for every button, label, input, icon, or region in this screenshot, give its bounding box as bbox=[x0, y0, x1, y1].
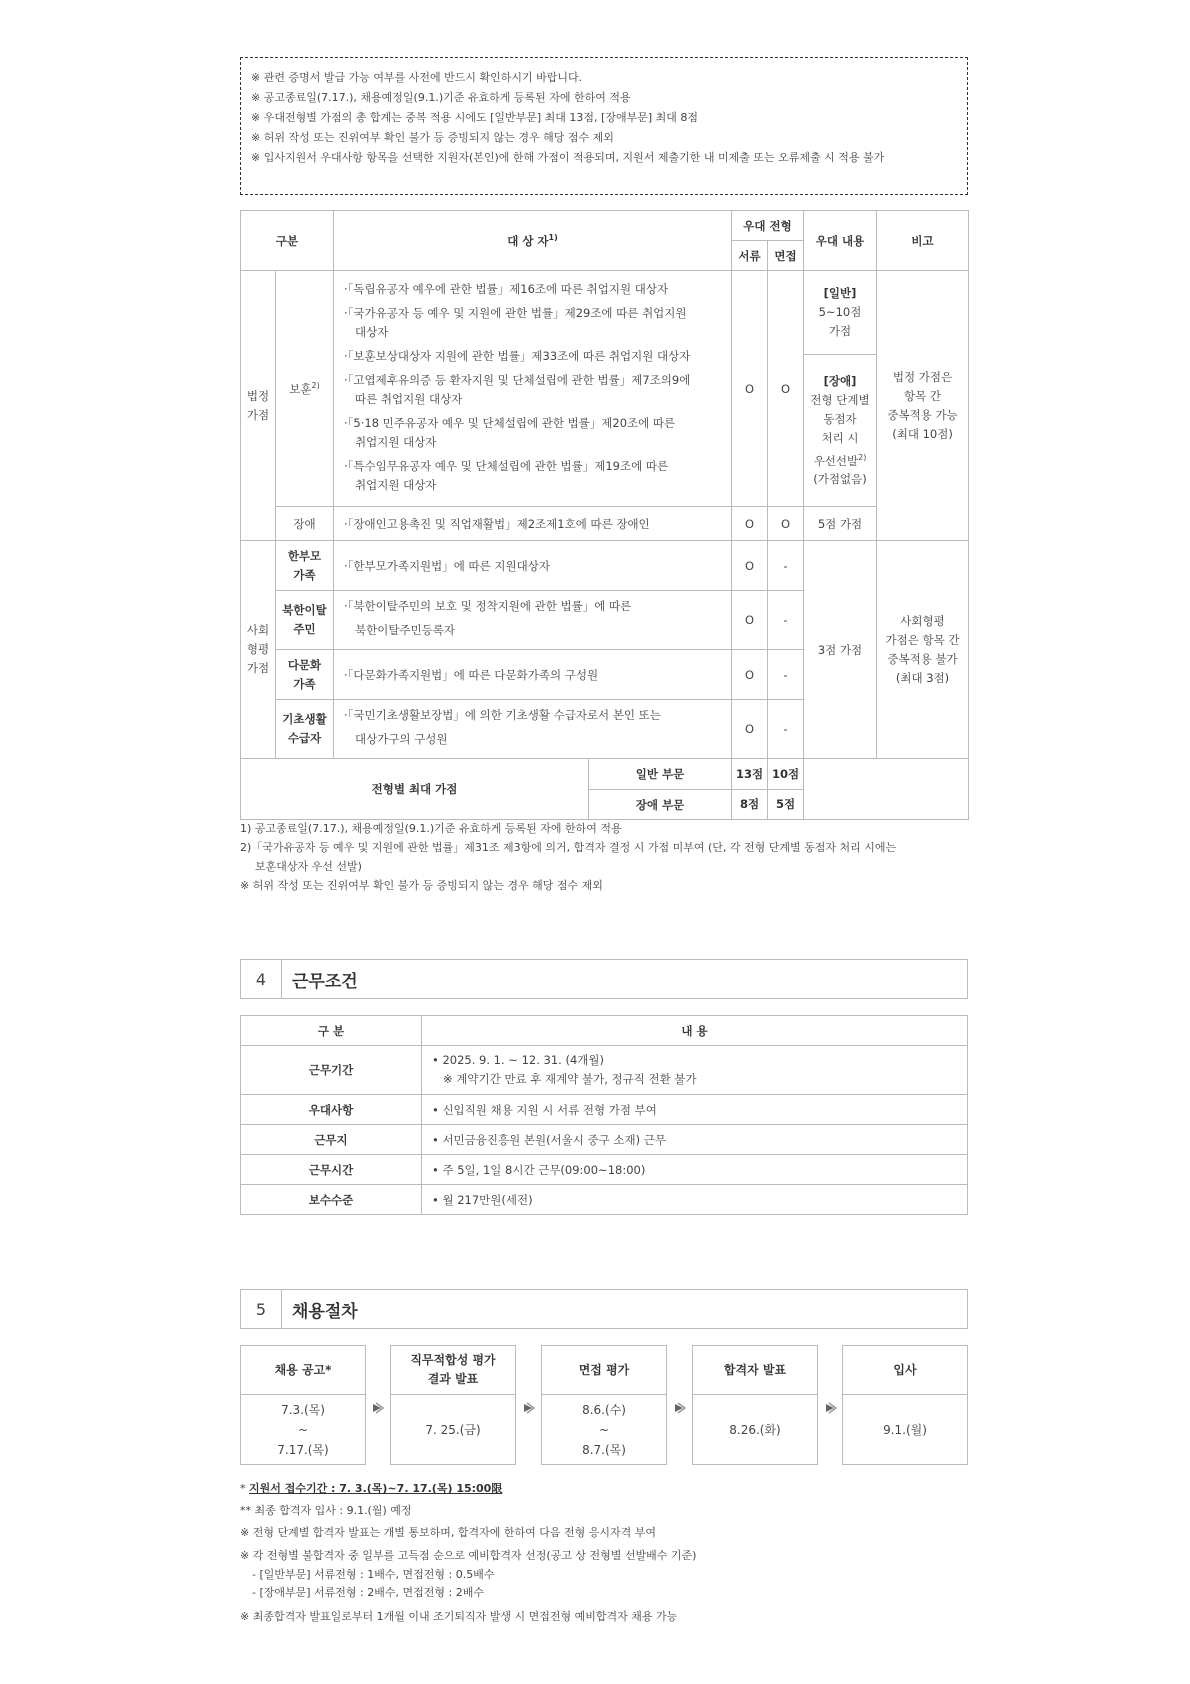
disability-item: ·「장애인고용촉진 및 직업재활법」제2조제1호에 따른 장애인 bbox=[334, 507, 732, 541]
preference-table bbox=[240, 210, 968, 820]
header-interview: 면접 bbox=[768, 241, 804, 271]
row-label: 우대사항 bbox=[241, 1095, 422, 1125]
disability-interview: O bbox=[768, 507, 804, 541]
step-date: 9.1.(월) bbox=[883, 1423, 927, 1437]
row-value: • 주 5일, 1일 8시간 근무(09:00~18:00) bbox=[422, 1155, 968, 1185]
social-doc: O bbox=[732, 650, 768, 700]
max-general-doc: 13점 bbox=[732, 759, 768, 790]
note-line: 보훈대상자 우선 선발) bbox=[255, 860, 362, 873]
step-date: 7. 25.(금) bbox=[425, 1423, 481, 1437]
social-note: 사회형평 가점은 항목 간 중복적용 불가 (최대 3점) bbox=[877, 541, 969, 759]
notice-line: ※ 관련 증명서 발급 가능 여부를 사전에 반드시 확인하시기 바랍니다. bbox=[251, 71, 583, 84]
section-number: 4 bbox=[241, 960, 282, 998]
process-notes bbox=[240, 1478, 980, 1628]
arrow-right-icon bbox=[371, 1401, 385, 1415]
list-item: ·「독립유공자 예우에 관한 법률」제16조에 따른 취업지원 대상자 bbox=[344, 281, 669, 296]
header-category: 구분 bbox=[241, 211, 334, 271]
legal-note: 법정 가점은 항목 간 중복적용 가능 (최대 10점) bbox=[877, 271, 969, 541]
social-interview: - bbox=[768, 650, 804, 700]
row-value: • 2025. 9. 1. ~ 12. 31. (4개월) ※ 계약기간 만료 후 재계약 불가, 정규직 전환 불가 bbox=[422, 1046, 968, 1095]
veteran-items bbox=[334, 271, 732, 507]
header-pref-type: 우대 전형 bbox=[732, 211, 804, 241]
list-item: ·「국가유공자 등 예우 및 지원에 관한 법률」제29조에 따른 취업지원 대상자 bbox=[344, 305, 687, 339]
max-general-int: 10점 bbox=[768, 759, 804, 790]
list-item: ·「보훈보상대상자 지원에 관한 법률」제33조에 따른 취업지원 대상자 bbox=[344, 348, 691, 363]
social-bonus-label: 사회 형평 가점 bbox=[241, 541, 276, 759]
process-step bbox=[842, 1345, 968, 1465]
social-doc: O bbox=[732, 591, 768, 650]
social-item: ·「북한이탈주민의 보호 및 정착지원에 관한 법률」에 따른 북한이탈주민등록자 bbox=[334, 591, 732, 650]
step-date: 8.6.(수) ~ 8.7.(목) bbox=[582, 1403, 626, 1457]
arrow-right-icon bbox=[522, 1401, 536, 1415]
step-date: 7.3.(목) ~ 7.17.(목) bbox=[277, 1403, 329, 1457]
step-date: 8.26.(화) bbox=[729, 1423, 781, 1437]
note-line: ※ 허위 작성 또는 진위여부 확인 불가 등 증빙되지 않는 경우 해당 점수 제외 bbox=[240, 879, 603, 892]
row-label: 근무시간 bbox=[241, 1155, 422, 1185]
arrow-right-icon bbox=[673, 1401, 687, 1415]
step-title: 직무적합성 평가 결과 발표 bbox=[391, 1346, 515, 1395]
social-doc: O bbox=[732, 700, 768, 759]
step-title: 채용 공고* bbox=[241, 1346, 365, 1395]
header-note: 비고 bbox=[877, 211, 969, 271]
veteran-interview: O bbox=[768, 271, 804, 507]
social-doc: O bbox=[732, 541, 768, 591]
header-category: 구 분 bbox=[241, 1016, 422, 1046]
row-value: • 신입직원 채용 지원 시 서류 전형 가점 부여 bbox=[422, 1095, 968, 1125]
social-category: 북한이탈 주민 bbox=[276, 591, 334, 650]
disabled-content: [장애] 전형 단계별 동점자 처리 시 우선선발$^{2)}$ (가점없음) bbox=[804, 355, 877, 507]
general-content: [일반] 5~10점 가점 bbox=[804, 271, 877, 355]
disability-content: 5점 가점 bbox=[804, 507, 877, 541]
social-interview: - bbox=[768, 541, 804, 591]
section-4-header bbox=[240, 959, 968, 999]
max-disabled-int: 5점 bbox=[768, 789, 804, 820]
row-label: 보수수준 bbox=[241, 1185, 422, 1215]
apply-period: 지원서 접수기간 : 7. 3.(목)~7. 17.(목) 15:00限 bbox=[249, 1482, 503, 1495]
list-item: ·「5·18 민주유공자 예우 및 단체설립에 관한 법률」제20조에 따른 취업지원 대상자 bbox=[344, 415, 676, 449]
note-line: - [장애부문] 서류전형 : 2배수, 면접전형 : 2배수 bbox=[252, 1586, 484, 1599]
social-item: ·「한부모가족지원법」에 따른 지원대상자 bbox=[334, 541, 732, 591]
notice-box bbox=[240, 57, 968, 195]
process-step bbox=[692, 1345, 818, 1465]
process-step bbox=[541, 1345, 667, 1465]
social-item: ·「국민기초생활보장법」에 의한 기초생활 수급자로서 본인 또는 대상가구의 구성원 bbox=[334, 700, 732, 759]
row-value: • 월 217만원(세전) bbox=[422, 1185, 968, 1215]
max-bonus-label: 전형별 최대 가점 bbox=[241, 759, 589, 819]
notice-line: ※ 우대전형별 가점의 총 합계는 중복 적용 시에도 [일반부문] 최대 13점, [장애부문] 최대 8점 bbox=[251, 111, 698, 124]
note-line: - [일반부문] 서류전형 : 1배수, 면접전형 : 0.5배수 bbox=[252, 1568, 495, 1581]
header-target: 대 상 자$^{1)}$ bbox=[334, 211, 732, 271]
veteran-label: 보훈$^{2)}$ bbox=[276, 271, 334, 507]
header-content: 내 용 bbox=[422, 1016, 968, 1046]
note-line: ※ 각 전형별 불합격자 중 일부를 고득점 순으로 예비합격자 선정(공고 상 전형별 선발배수 기준) bbox=[240, 1549, 697, 1562]
process-flow bbox=[240, 1345, 968, 1465]
social-content: 3점 가점 bbox=[804, 541, 877, 759]
preference-notes bbox=[240, 819, 980, 895]
note-line: 1) 공고종료일(7.17.), 채용예정일(9.1.)기준 유효하게 등록된 자에 한하여 적용 bbox=[240, 822, 622, 835]
section-title: 채용절차 bbox=[292, 1301, 358, 1322]
social-item: ·「다문화가족지원법」에 따른 다문화가족의 구성원 bbox=[334, 650, 732, 700]
max-disabled-label: 장애 부문 bbox=[635, 797, 685, 812]
max-disabled-doc: 8점 bbox=[732, 789, 768, 820]
section-number: 5 bbox=[241, 1290, 282, 1328]
social-category: 한부모 가족 bbox=[276, 541, 334, 591]
social-interview: - bbox=[768, 700, 804, 759]
max-empty-cell bbox=[804, 759, 969, 820]
social-interview: - bbox=[768, 591, 804, 650]
notice-line: ※ 입사지원서 우대사항 항목을 선택한 지원자(본인)에 한해 가점이 적용되며, 지원서 제출기한 내 미제출 또는 오류제출 시 적용 불가 bbox=[251, 151, 885, 164]
step-title: 면접 평가 bbox=[542, 1346, 666, 1395]
legal-bonus-label: 법정 가점 bbox=[241, 271, 276, 541]
veteran-doc: O bbox=[732, 271, 768, 507]
disability-label: 장애 bbox=[276, 507, 334, 541]
max-general-label: 일반 부문 bbox=[589, 759, 731, 790]
notice-line: ※ 공고종료일(7.17.), 채용예정일(9.1.)기준 유효하게 등록된 자에 한하여 적용 bbox=[251, 91, 631, 104]
max-bonus-cell bbox=[241, 759, 732, 820]
row-label: 근무지 bbox=[241, 1125, 422, 1155]
social-category: 다문화 가족 bbox=[276, 650, 334, 700]
note-line: 2)「국가유공자 등 예우 및 지원에 관한 법률」제31조 제3항에 의거, 합격자 결정 시 가점 미부여 (단, 각 전형 단계별 동점자 처리 시에는 bbox=[240, 841, 897, 854]
notice-line: ※ 허위 작성 또는 진위여부 확인 불가 등 증빙되지 않는 경우 해당 점수 제외 bbox=[251, 131, 614, 144]
note-line: ** 최종 합격자 입사 : 9.1.(월) 예정 bbox=[240, 1504, 412, 1517]
step-title: 합격자 발표 bbox=[693, 1346, 817, 1395]
step-title: 입사 bbox=[843, 1346, 967, 1395]
arrow-right-icon bbox=[824, 1401, 838, 1415]
header-pref-content: 우대 내용 bbox=[804, 211, 877, 271]
header-doc: 서류 bbox=[732, 241, 768, 271]
social-category: 기초생활 수급자 bbox=[276, 700, 334, 759]
list-item: ·「고엽제후유의증 등 환자지원 및 단체설립에 관한 법률」제7조의9에 따른 취업지원 대상자 bbox=[344, 372, 691, 406]
list-item: ·「특수임무유공자 예우 및 단체설립에 관한 법률」제19조에 따른 취업지원 대상자 bbox=[344, 458, 669, 492]
section-5-header bbox=[240, 1289, 968, 1329]
row-label: 근무기간 bbox=[241, 1046, 422, 1095]
work-conditions-table bbox=[240, 1015, 968, 1215]
note-line: ※ 전형 단계별 합격자 발표는 개별 통보하며, 합격자에 한하여 다음 전형 응시자격 부여 bbox=[240, 1526, 656, 1539]
disability-doc: O bbox=[732, 507, 768, 541]
section-title: 근무조건 bbox=[292, 971, 358, 992]
row-value: • 서민금융진흥원 본원(서울시 중구 소재) 근무 bbox=[422, 1125, 968, 1155]
process-step bbox=[390, 1345, 516, 1465]
note-line: * 지원서 접수기간 : 7. 3.(목)~7. 17.(목) 15:00限 bbox=[240, 1482, 503, 1495]
note-line: ※ 최종합격자 발표일로부터 1개월 이내 조기퇴직자 발생 시 면접전형 예비합격자 채용 가능 bbox=[240, 1610, 678, 1623]
process-step bbox=[240, 1345, 366, 1465]
